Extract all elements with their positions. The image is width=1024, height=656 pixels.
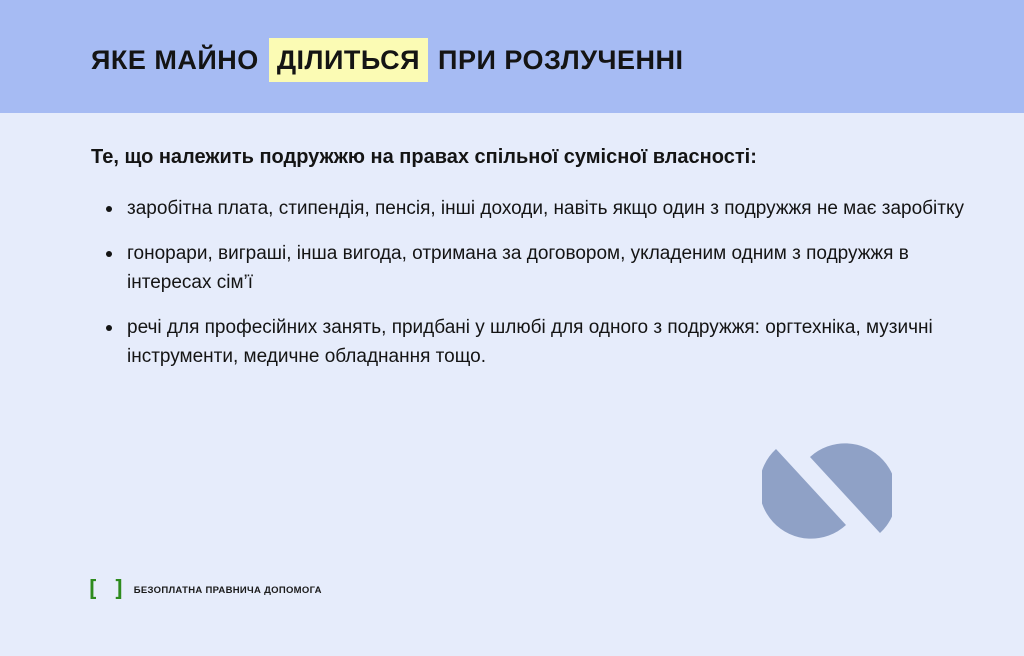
- title-highlight: ДІЛИТЬСЯ: [269, 38, 428, 82]
- list-item: речі для професійних занять, придбані у шлюбі для одного з подружжя: оргтехніка, музичні інструменти, медичне обладнання тощо.: [106, 313, 966, 371]
- footer-org-name: БЕЗОПЛАТНА ПРАВНИЧА ДОПОМОГА: [133, 584, 322, 596]
- split-circle-icon: [762, 440, 892, 540]
- property-list: [106, 194, 966, 387]
- section-subtitle: Те, що належить подружжю на правах спільної сумісної власності:: [91, 146, 757, 168]
- page-title: [91, 38, 684, 82]
- bracket-logo-icon: [ ]: [86, 577, 126, 602]
- footer-logo: [86, 578, 322, 602]
- title-part-after: ПРИ РОЗЛУЧЕННІ: [438, 45, 684, 75]
- list-item: гонорари, виграші, інша вигода, отримана за договором, укладеним одним з подружжя в інтересах сім’ї: [106, 239, 966, 297]
- title-part-before: ЯКЕ МАЙНО: [91, 45, 259, 75]
- list-item: заробітна плата, стипендія, пенсія, інші доходи, навіть якщо один з подружжя не має заробітку: [106, 194, 966, 223]
- header-banner: [0, 0, 1024, 113]
